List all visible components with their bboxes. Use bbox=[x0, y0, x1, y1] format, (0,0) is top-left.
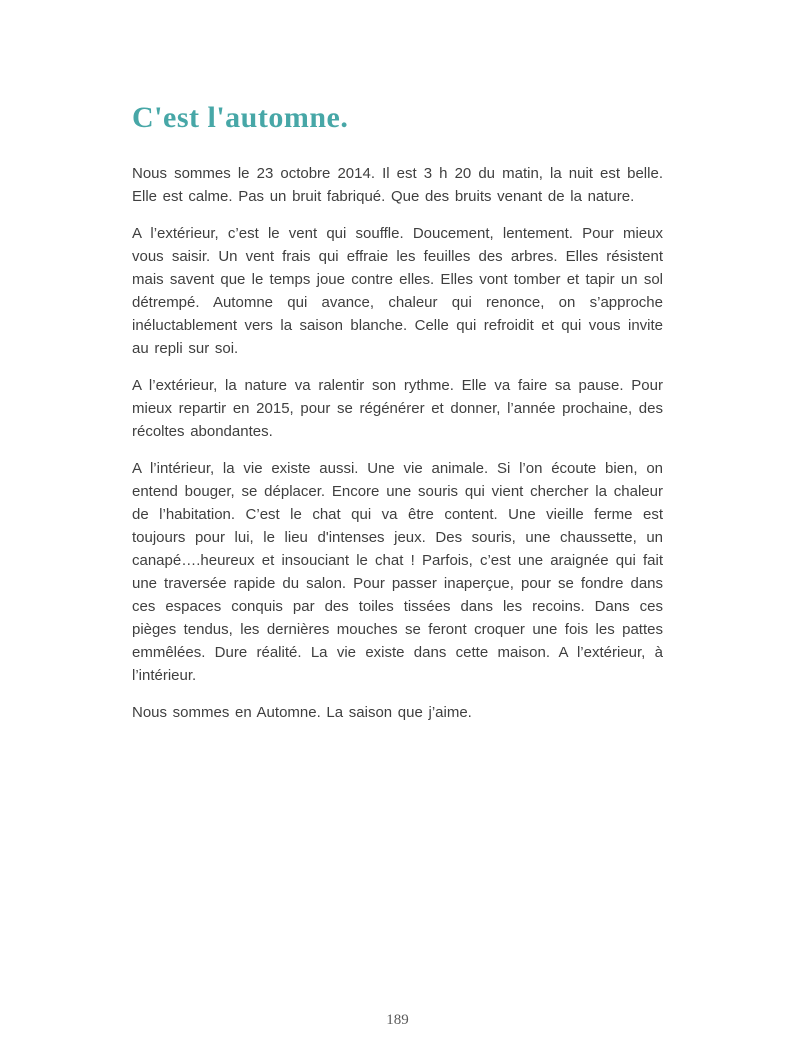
paragraph-4: A l’intérieur, la vie existe aussi. Une vie animale. Si l’on écoute bien, on entend bouger, se déplacer. Encore une souris qui vient chercher la chaleur de l’habitation. C’est le chat qui va être content. Une vieille ferme est toujours pour lui, le lieu d'intenses jeux. Des souris, une chaussette, un canapé….heureux et insouciant le chat ! Parfois, c’est une araignée qui fait une traversée rapide du salon. Pour passer inaperçue, pour se fondre dans ces espaces conquis par des toiles tissées dans les recoins. Dans ces pièges tendus, les dernières mouches se feront croquer une fois les pattes emmêlées. Dure réalité. La vie existe dans cette maison. A l’extérieur, à l’intérieur. bbox=[132, 460, 663, 684]
paragraph-5: Nous sommes en Automne. La saison que j’aime. bbox=[132, 704, 472, 721]
paragraph-1: Nous sommes le 23 octobre 2014. Il est 3 h 20 du matin, la nuit est belle. Elle est calme. Pas un bruit fabriqué. Que des bruits venant de la nature. bbox=[132, 165, 663, 205]
paragraph-2: A l’extérieur, c’est le vent qui souffle. Doucement, lentement. Pour mieux vous saisir. Un vent frais qui effraie les feuilles des arbres. Elles résistent mais savent que le temps joue contre elles. Elles vont tomber et tapir un sol détrempé. Automne qui avance, chaleur qui renonce, on s’approche inéluctablement vers la saison blanche. Celle qui refroidit et qui vous invite au repli sur soi. bbox=[132, 225, 663, 357]
page-title: C'est l'automne. bbox=[132, 101, 349, 134]
paragraph-3: A l’extérieur, la nature va ralentir son rythme. Elle va faire sa pause. Pour mieux repartir en 2015, pour se régénérer et donner, l’année prochaine, des récoltes abondantes. bbox=[132, 377, 663, 440]
page-number: 189 bbox=[386, 1012, 409, 1028]
